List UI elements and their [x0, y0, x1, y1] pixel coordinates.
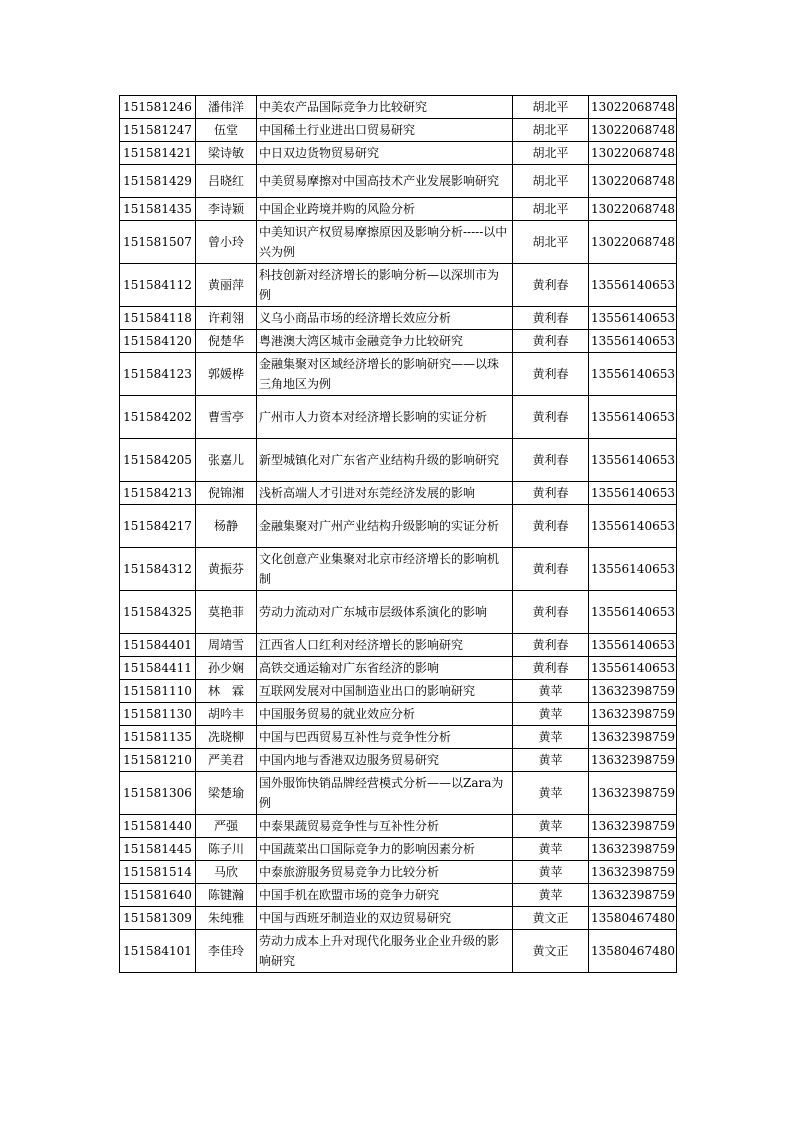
student-name-cell: 孙少娴	[196, 657, 257, 680]
supervisor-cell: 黄苹	[513, 861, 589, 884]
thesis-title-cell: 中美知识产权贸易摩擦原因及影响分析-----以中兴为例	[257, 221, 513, 264]
thesis-title-cell: 金融集聚对区域经济增长的影响研究——以珠三角地区为例	[257, 353, 513, 396]
phone-cell: 13632398759	[589, 815, 677, 838]
phone-cell: 13022068748	[589, 119, 677, 142]
phone-cell: 13632398759	[589, 861, 677, 884]
table-row	[120, 657, 677, 680]
student-name-cell: 朱纯雅	[196, 907, 257, 930]
supervisor-cell: 黄苹	[513, 884, 589, 907]
phone-cell: 13556140653	[589, 353, 677, 396]
supervisor-cell: 黄利春	[513, 307, 589, 330]
student-id-cell: 151584213	[120, 482, 196, 505]
student-id-cell: 151584205	[120, 439, 196, 482]
student-id-cell: 151581210	[120, 749, 196, 772]
supervisor-cell: 黄文正	[513, 930, 589, 973]
student-name-cell: 李诗颖	[196, 198, 257, 221]
student-id-cell: 151584401	[120, 634, 196, 657]
student-id-cell: 151581445	[120, 838, 196, 861]
phone-cell: 13580467480	[589, 930, 677, 973]
thesis-title-cell: 中国企业跨境并购的风险分析	[257, 198, 513, 221]
table-row	[120, 749, 677, 772]
phone-cell: 13632398759	[589, 703, 677, 726]
thesis-title-cell: 中国蔬菜出口国际竞争力的影响因素分析	[257, 838, 513, 861]
student-id-cell: 151584118	[120, 307, 196, 330]
phone-cell: 13022068748	[589, 142, 677, 165]
student-id-cell: 151584411	[120, 657, 196, 680]
student-name-cell: 郭媛桦	[196, 353, 257, 396]
supervisor-cell: 黄利春	[513, 657, 589, 680]
supervisor-cell: 黄利春	[513, 591, 589, 634]
supervisor-cell: 黄利春	[513, 505, 589, 548]
phone-cell: 13632398759	[589, 749, 677, 772]
student-id-cell: 151581309	[120, 907, 196, 930]
student-name-cell: 黄振芬	[196, 548, 257, 591]
supervisor-cell: 黄苹	[513, 772, 589, 815]
phone-cell: 13556140653	[589, 634, 677, 657]
table-row	[120, 930, 677, 973]
thesis-title-cell: 文化创意产业集聚对北京市经济增长的影响机制	[257, 548, 513, 591]
phone-cell: 13556140653	[589, 264, 677, 307]
thesis-title-cell: 中国内地与香港双边服务贸易研究	[257, 749, 513, 772]
thesis-title-cell: 中美农产品国际竞争力比较研究	[257, 96, 513, 119]
thesis-title-cell: 高铁交通运输对广东省经济的影响	[257, 657, 513, 680]
phone-cell: 13632398759	[589, 838, 677, 861]
student-name-cell: 周靖雪	[196, 634, 257, 657]
supervisor-cell: 胡北平	[513, 96, 589, 119]
student-name-cell: 张嘉儿	[196, 439, 257, 482]
thesis-title-cell: 中国稀土行业进出口贸易研究	[257, 119, 513, 142]
table-row	[120, 907, 677, 930]
student-name-cell: 曹雪亭	[196, 396, 257, 439]
thesis-title-cell: 中国与巴西贸易互补性与竞争性分析	[257, 726, 513, 749]
supervisor-cell: 黄利春	[513, 330, 589, 353]
thesis-title-cell: 粤港澳大湾区城市金融竞争力比较研究	[257, 330, 513, 353]
supervisor-cell: 黄利春	[513, 264, 589, 307]
student-id-cell: 151581421	[120, 142, 196, 165]
student-id-cell: 151584123	[120, 353, 196, 396]
student-name-cell: 陈键瀚	[196, 884, 257, 907]
student-id-cell: 151584202	[120, 396, 196, 439]
student-id-cell: 151581110	[120, 680, 196, 703]
phone-cell: 13022068748	[589, 165, 677, 198]
supervisor-cell: 黄苹	[513, 703, 589, 726]
supervisor-cell: 黄苹	[513, 680, 589, 703]
supervisor-cell: 黄苹	[513, 749, 589, 772]
supervisor-cell: 黄利春	[513, 482, 589, 505]
phone-cell: 13632398759	[589, 726, 677, 749]
thesis-title-cell: 义乌小商品市场的经济增长效应分析	[257, 307, 513, 330]
thesis-title-cell: 国外服饰快销品牌经营模式分析——以Zara为例	[257, 772, 513, 815]
thesis-title-cell: 中泰旅游服务贸易竞争力比较分析	[257, 861, 513, 884]
supervisor-cell: 胡北平	[513, 221, 589, 264]
table-row	[120, 353, 677, 396]
student-name-cell: 陈子川	[196, 838, 257, 861]
thesis-title-cell: 中国与西班牙制造业的双边贸易研究	[257, 907, 513, 930]
student-id-cell: 151584112	[120, 264, 196, 307]
table-row	[120, 505, 677, 548]
supervisor-cell: 黄利春	[513, 548, 589, 591]
student-name-cell: 严强	[196, 815, 257, 838]
table-row	[120, 221, 677, 264]
table-row	[120, 264, 677, 307]
student-name-cell: 倪锦湘	[196, 482, 257, 505]
table-row	[120, 96, 677, 119]
student-name-cell: 林 霖	[196, 680, 257, 703]
supervisor-cell: 黄文正	[513, 907, 589, 930]
student-id-cell: 151584101	[120, 930, 196, 973]
student-name-cell: 莫艳菲	[196, 591, 257, 634]
phone-cell: 13556140653	[589, 657, 677, 680]
student-name-cell: 杨静	[196, 505, 257, 548]
student-name-cell: 李佳玲	[196, 930, 257, 973]
student-name-cell: 严美君	[196, 749, 257, 772]
table-row	[120, 884, 677, 907]
table-row	[120, 815, 677, 838]
supervisor-cell: 黄利春	[513, 634, 589, 657]
table-row	[120, 307, 677, 330]
student-name-cell: 梁楚瑜	[196, 772, 257, 815]
phone-cell: 13556140653	[589, 439, 677, 482]
thesis-title-cell: 中国服务贸易的就业效应分析	[257, 703, 513, 726]
student-name-cell: 曾小玲	[196, 221, 257, 264]
supervisor-cell: 胡北平	[513, 198, 589, 221]
student-id-cell: 151581135	[120, 726, 196, 749]
table-row	[120, 119, 677, 142]
thesis-title-cell: 劳动力成本上升对现代化服务业企业升级的影响研究	[257, 930, 513, 973]
supervisor-cell: 黄利春	[513, 353, 589, 396]
student-id-cell: 151581246	[120, 96, 196, 119]
thesis-title-cell: 广州市人力资本对经济增长影响的实证分析	[257, 396, 513, 439]
student-name-cell: 冼晓柳	[196, 726, 257, 749]
student-id-cell: 151584217	[120, 505, 196, 548]
phone-cell: 13632398759	[589, 772, 677, 815]
table-row	[120, 142, 677, 165]
student-id-cell: 151581130	[120, 703, 196, 726]
phone-cell: 13580467480	[589, 907, 677, 930]
table-row	[120, 198, 677, 221]
student-name-cell: 吕晓红	[196, 165, 257, 198]
supervisor-cell: 黄苹	[513, 838, 589, 861]
student-name-cell: 伍堂	[196, 119, 257, 142]
phone-cell: 13022068748	[589, 198, 677, 221]
supervisor-cell: 黄利春	[513, 439, 589, 482]
thesis-title-cell: 科技创新对经济增长的影响分析—以深圳市为例	[257, 264, 513, 307]
thesis-title-cell: 中国手机在欧盟市场的竞争力研究	[257, 884, 513, 907]
thesis-title-cell: 互联网发展对中国制造业出口的影响研究	[257, 680, 513, 703]
student-name-cell: 许莉翎	[196, 307, 257, 330]
thesis-title-cell: 金融集聚对广州产业结构升级影响的实证分析	[257, 505, 513, 548]
table-row	[120, 703, 677, 726]
table-row	[120, 439, 677, 482]
thesis-table	[119, 95, 677, 973]
phone-cell: 13556140653	[589, 307, 677, 330]
table-row	[120, 591, 677, 634]
student-id-cell: 151581247	[120, 119, 196, 142]
student-id-cell: 151581514	[120, 861, 196, 884]
student-name-cell: 胡吟丰	[196, 703, 257, 726]
phone-cell: 13022068748	[589, 96, 677, 119]
supervisor-cell: 黄苹	[513, 815, 589, 838]
table-row	[120, 634, 677, 657]
table-row	[120, 838, 677, 861]
table-row	[120, 772, 677, 815]
phone-cell: 13556140653	[589, 591, 677, 634]
phone-cell: 13556140653	[589, 396, 677, 439]
phone-cell: 13556140653	[589, 330, 677, 353]
student-id-cell: 151581440	[120, 815, 196, 838]
supervisor-cell: 黄苹	[513, 726, 589, 749]
table-row	[120, 396, 677, 439]
thesis-title-cell: 中日双边货物贸易研究	[257, 142, 513, 165]
phone-cell: 13632398759	[589, 884, 677, 907]
student-id-cell: 151584325	[120, 591, 196, 634]
student-id-cell: 151581435	[120, 198, 196, 221]
thesis-title-cell: 中美贸易摩擦对中国高技术产业发展影响研究	[257, 165, 513, 198]
student-id-cell: 151581429	[120, 165, 196, 198]
supervisor-cell: 胡北平	[513, 119, 589, 142]
phone-cell: 13556140653	[589, 482, 677, 505]
supervisor-cell: 胡北平	[513, 165, 589, 198]
supervisor-cell: 黄利春	[513, 396, 589, 439]
phone-cell: 13556140653	[589, 548, 677, 591]
student-id-cell: 151581640	[120, 884, 196, 907]
thesis-title-cell: 劳动力流动对广东城市层级体系演化的影响	[257, 591, 513, 634]
phone-cell: 13556140653	[589, 505, 677, 548]
table-row	[120, 330, 677, 353]
table-row	[120, 548, 677, 591]
student-name-cell: 倪楚华	[196, 330, 257, 353]
thesis-title-cell: 江西省人口红利对经济增长的影响研究	[257, 634, 513, 657]
student-id-cell: 151581507	[120, 221, 196, 264]
thesis-title-cell: 浅析高端人才引进对东莞经济发展的影响	[257, 482, 513, 505]
table-row	[120, 680, 677, 703]
student-name-cell: 梁诗敏	[196, 142, 257, 165]
student-id-cell: 151584120	[120, 330, 196, 353]
phone-cell: 13632398759	[589, 680, 677, 703]
phone-cell: 13022068748	[589, 221, 677, 264]
table-row	[120, 861, 677, 884]
student-name-cell: 黄丽萍	[196, 264, 257, 307]
thesis-title-cell: 新型城镇化对广东省产业结构升级的影响研究	[257, 439, 513, 482]
thesis-title-cell: 中泰果蔬贸易竞争性与互补性分析	[257, 815, 513, 838]
student-name-cell: 马欣	[196, 861, 257, 884]
table-body	[120, 96, 677, 973]
student-id-cell: 151584312	[120, 548, 196, 591]
student-id-cell: 151581306	[120, 772, 196, 815]
table-row	[120, 726, 677, 749]
table-row	[120, 482, 677, 505]
supervisor-cell: 胡北平	[513, 142, 589, 165]
table-row	[120, 165, 677, 198]
student-name-cell: 潘伟洋	[196, 96, 257, 119]
